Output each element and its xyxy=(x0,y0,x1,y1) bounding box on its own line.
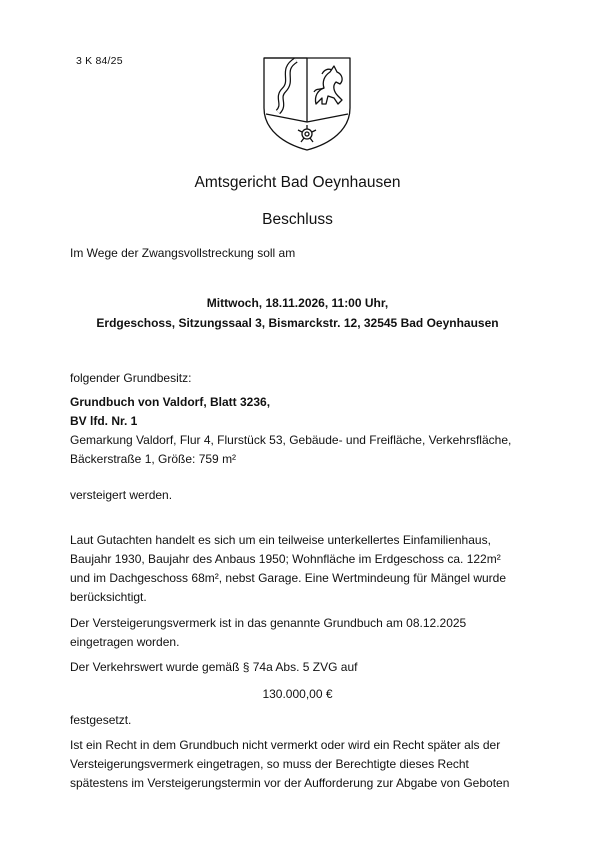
appointment-date-time: Mittwoch, 18.11.2026, 11:00 Uhr, xyxy=(206,296,389,310)
registration-line2: eingetragen worden. xyxy=(70,635,180,649)
valuation-amount: 130.000,00 € xyxy=(262,687,333,701)
property-register: Grundbuch von Valdorf, Blatt 3236, xyxy=(70,395,271,409)
intro-text: Im Wege der Zwangsvollstreckung soll am xyxy=(70,246,296,260)
valuation-line1: Der Verkehrswert wurde gemäß § 74a Abs. 5 ZVG auf xyxy=(70,660,358,674)
appointment-location: Erdgeschoss, Sitzungssaal 3, Bismarckstr. 12, 32545 Bad Oeynhausen xyxy=(96,316,499,330)
document-title: Beschluss xyxy=(262,211,333,228)
registration-line1: Der Versteigerungsvermerk ist in das genannte Grundbuch am 08.12.2025 xyxy=(70,616,467,630)
case-number: 3 K 84/25 xyxy=(76,55,123,67)
appraisal-line3: und im Dachgeschoss 68m², nebst Garage. Eine Wertmindeung für Mängel wurde xyxy=(70,571,507,585)
rights-notice-line2: Versteigerungsvermerk eingetragen, so muss der Berechtigte dieses Recht xyxy=(70,757,469,771)
appraisal-line1: Laut Gutachten handelt es sich um ein teilweise unterkellertes Einfamilienhaus, xyxy=(70,533,491,547)
rights-notice-line3: spätestens im Versteigerungstermin vor der Aufforderung zur Abgabe von Geboten xyxy=(70,776,510,790)
court-name: Amtsgericht Bad Oeynhausen xyxy=(194,174,401,191)
appraisal-line4: berücksichtigt. xyxy=(70,590,147,604)
rights-notice-line1: Ist ein Recht in dem Grundbuch nicht vermerkt oder wird ein Recht später als der xyxy=(70,738,501,752)
property-description-line2: Bäckerstraße 1, Größe: 759 m² xyxy=(70,452,237,466)
property-lead: folgender Grundbesitz: xyxy=(70,371,192,385)
appraisal-line2: Baujahr 1930, Baujahr des Anbaus 1950; Wohnfläche im Erdgeschoss ca. 122m² xyxy=(70,552,501,566)
coat-of-arms-icon xyxy=(258,52,356,152)
valuation-line2: festgesetzt. xyxy=(70,713,132,727)
property-entry: BV lfd. Nr. 1 xyxy=(70,414,138,428)
property-description-line1: Gemarkung Valdorf, Flur 4, Flurstück 53, Gebäude- und Freifläche, Verkehrsfläche, xyxy=(70,433,512,447)
property-outcome: versteigert werden. xyxy=(70,488,173,502)
